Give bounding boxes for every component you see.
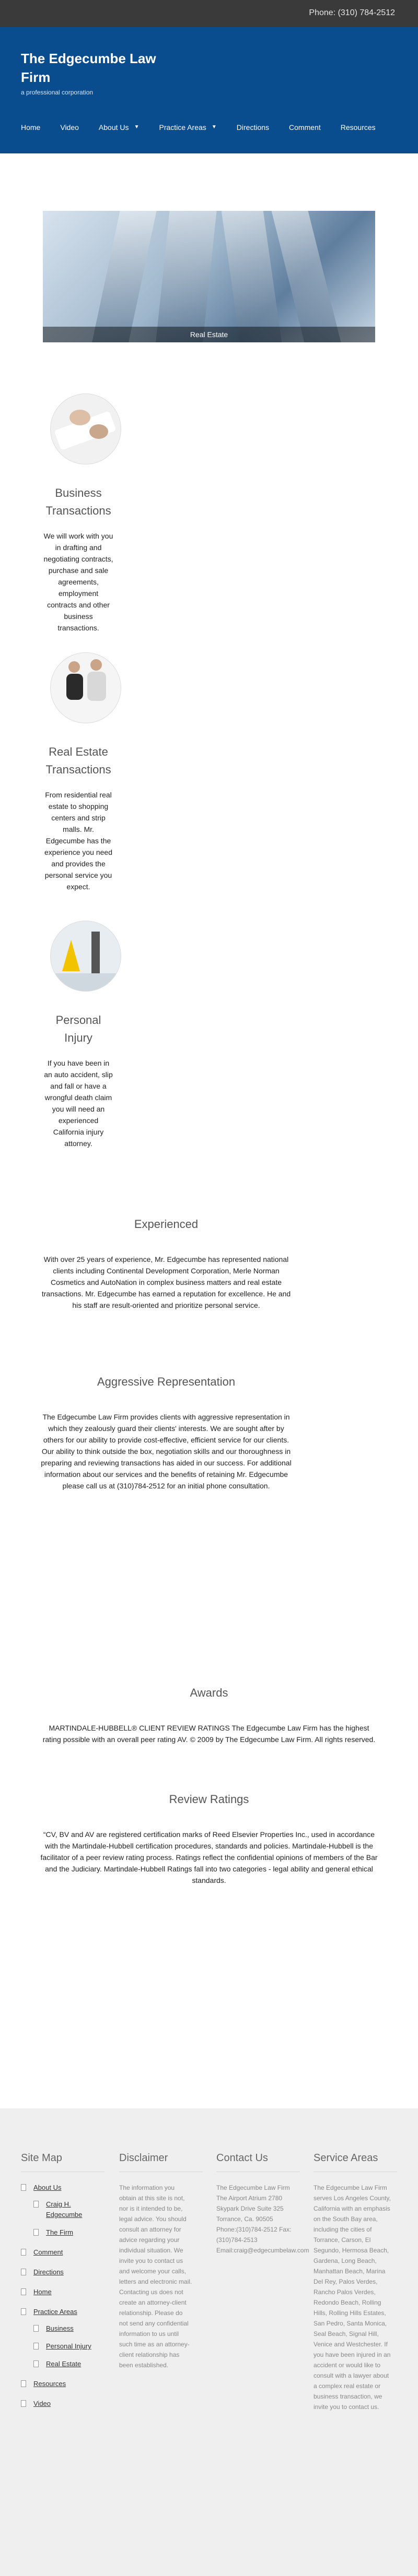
sitemap-item (33, 2359, 104, 2369)
sitemap-link-resources[interactable]: Resources (33, 2380, 66, 2388)
section-experienced (40, 1216, 293, 1311)
section-text: MARTINDALE-HUBBELL® CLIENT REVIEW RATINGS The Edgecumbe Law Firm has the highest rating possible with an overall peer rating AV. © 2009 by The Edgecumbe Law Firm. All rights reserved. (42, 1724, 376, 1744)
nav-video[interactable]: Video (60, 123, 79, 132)
page-icon (21, 2269, 26, 2275)
sitemap-item (21, 2399, 104, 2409)
feature-personal-injury (43, 921, 114, 1149)
section-text: With over 25 years of experience, Mr. Edgecumbe has represented national clients including Continental Development Corporation, Merle Norman Cosmetics and AutoNation in complex business matters and real estate transactions. Mr. Edgecumbe has earned a reputation for excellence. He and his staff are result-oriented and prioritize personal service. (41, 1255, 291, 1309)
site-title[interactable]: The Edgecumbe Law Firm (21, 51, 156, 85)
nav-practice-areas-label: Practice Areas (159, 123, 206, 132)
sitemap-link-comment[interactable]: Comment (33, 2248, 63, 2256)
sitemap-list (21, 2183, 104, 2409)
nav-resources[interactable]: Resources (340, 123, 376, 132)
section-aggressive-representation (40, 1374, 293, 1492)
page-icon (33, 2201, 39, 2208)
sitemap-link-video[interactable]: Video (33, 2400, 51, 2407)
page-icon (21, 2249, 26, 2256)
footer-sitemap (21, 2152, 104, 2418)
footer-contact (216, 2152, 309, 2256)
real-estate-image (50, 652, 121, 723)
nav-home[interactable]: Home (21, 123, 41, 132)
feature-real-estate (43, 652, 114, 892)
building-graphic (269, 211, 345, 342)
section-review-ratings (40, 1791, 378, 1886)
service-areas-text: The Edgecumbe Law Firm serves Los Angeles County, California with an emphasis on the South Bay area, including the cities of Torrance, Carson, El Segundo, Hermosa Beach, Gardena, Long Beach, Manhattan Beach, Marina Del Rey, Palos Verdes, Rancho Palos Verdes, Redondo Beach, Rolling Hills, Rolling Hills Estates, San Pedro, Santa Monica, Seal Beach, Signal Hill, Venice and Westchester. If you have been injured in an accident or would like to consult with a lawyer about a complex real estate or business transaction, we invite you to contact us. (314, 2184, 391, 2411)
building-graphic (219, 211, 285, 342)
contact-text: The Edgecumbe Law Firm The Airport Atrium 2780 Skypark Drive Suite 325 Torrance, Ca. 90505 Phone:(310)784-2512 Fax:(310)784-2513 Email:craig@edgecumbelaw.com (216, 2184, 309, 2254)
page-icon (21, 2288, 26, 2295)
footer-heading: Site Map (21, 2152, 104, 2172)
page-icon (21, 2380, 26, 2387)
personal-injury-image (50, 921, 121, 992)
section-awards (40, 1685, 378, 1745)
site-footer (0, 2108, 418, 2576)
sitemap-link-personal-injury[interactable]: Personal Injury (46, 2342, 91, 2350)
sitemap-item (33, 2341, 104, 2352)
feature-heading: Real Estate Transactions (45, 745, 111, 776)
nav-comment[interactable]: Comment (289, 123, 321, 132)
brand[interactable] (21, 49, 178, 96)
top-bar (0, 0, 418, 27)
nav-directions[interactable]: Directions (236, 123, 270, 132)
hero-slideshow[interactable] (43, 211, 375, 342)
nav-about-us-label: About Us (98, 123, 129, 132)
sitemap-item (21, 2287, 104, 2297)
footer-heading: Service Areas (314, 2152, 397, 2172)
section-heading: Review Ratings (169, 1793, 249, 1806)
feature-heading: Personal Injury (55, 1013, 101, 1044)
feature-text: From residential real estate to shopping centers and strip malls. Mr. Edgecumbe has the experience you need and provides the personal service you expect. (44, 791, 112, 891)
page-icon (33, 2343, 39, 2350)
page-icon (21, 2400, 26, 2407)
section-heading: Experienced (134, 1218, 199, 1231)
building-graphic (154, 211, 219, 342)
site-header (0, 27, 418, 153)
page-icon (33, 2360, 39, 2367)
sitemap-item (33, 2323, 104, 2334)
feature-text: We will work with you in drafting and negotiating contracts, purchase and sale agreements, employment contracts and other business transactions. (43, 532, 113, 632)
slide-caption: Real Estate (43, 327, 375, 342)
page-icon (21, 2308, 26, 2315)
disclaimer-text: The information you obtain at this site is not, nor is it intended to be, legal advice. You should consult an attorney for advice regarding your individual situation. We invite you to contact us and welcome your calls, letters and electronic mail. Contacting us does not create an attorney-client relationship. Please do not send any confidential information to us until such time as an attorney-client relationship has been established. (119, 2184, 192, 2369)
footer-service-areas (314, 2152, 397, 2412)
footer-disclaimer (119, 2152, 203, 2370)
sitemap-item (33, 2227, 104, 2238)
sitemap-link-home[interactable]: Home (33, 2288, 52, 2296)
chevron-down-icon: ▼ (211, 124, 217, 130)
page-icon (21, 2184, 26, 2191)
nav-practice-areas[interactable] (159, 123, 217, 132)
feature-text: If you have been in an auto accident, slip and fall or have a wrongful death claim you will need an experienced California injury attorney. (44, 1059, 113, 1148)
section-heading: Awards (190, 1686, 228, 1699)
sitemap-item (21, 2247, 104, 2258)
chevron-down-icon: ▼ (134, 124, 140, 130)
sitemap-link-directions[interactable]: Directions (33, 2268, 64, 2276)
sitemap-link-the-firm[interactable]: The Firm (46, 2228, 73, 2236)
sitemap-link-business[interactable]: Business (46, 2324, 74, 2332)
feature-business (43, 393, 114, 634)
sitemap-link-craig[interactable]: Craig H. Edgecumbe (46, 2200, 83, 2219)
sitemap-item (33, 2199, 104, 2220)
footer-heading: Disclaimer (119, 2152, 203, 2172)
sitemap-item (21, 2183, 104, 2238)
page-icon (33, 2325, 39, 2332)
main-nav (21, 123, 396, 132)
feature-heading: Business Transactions (45, 486, 111, 517)
section-text: “CV, BV and AV are registered certification marks of Reed Elsevier Properties Inc., used in accordance with the Martindale-Hubbell certification procedures, standards and policies. Martindale-Hubbell is the facilitator of a peer review rating process. Ratings reflect the confidential opinions of members of the Bar and the Judiciary. Martindale-Hubbell Ratings fall into two categories - legal ability and general ethical standards. (40, 1830, 378, 1885)
nav-about-us[interactable] (99, 123, 140, 132)
page-icon (33, 2229, 39, 2236)
sitemap-link-real-estate[interactable]: Real Estate (46, 2360, 82, 2368)
sitemap-link-about-us[interactable]: About Us (33, 2184, 62, 2191)
section-text: The Edgecumbe Law Firm provides clients with aggressive representation in which they zealously guard their clients' interests. We are sought after by others for our ability to provide cost-effective, efficient service for our clients. Our ability to think outside the box, negotiation skills and our thoroughness in preparing and reviewing transactions has aided in our success. For additional information about our services and the benefits of retaining Mr. Edgecumbe please call us at (310)784-2512 for an initial phone consultation. (41, 1413, 292, 1490)
site-tagline: a professional corporation (21, 89, 94, 96)
business-image (50, 393, 121, 464)
sitemap-item (21, 2307, 104, 2369)
phone-number[interactable]: Phone: (310) 784-2512 (309, 8, 395, 17)
sitemap-link-practice-areas[interactable]: Practice Areas (33, 2308, 77, 2316)
building-graphic (89, 211, 159, 342)
sitemap-item (21, 2267, 104, 2277)
sitemap-item (21, 2379, 104, 2389)
section-heading: Aggressive Representation (97, 1375, 236, 1388)
footer-heading: Contact Us (216, 2152, 300, 2172)
